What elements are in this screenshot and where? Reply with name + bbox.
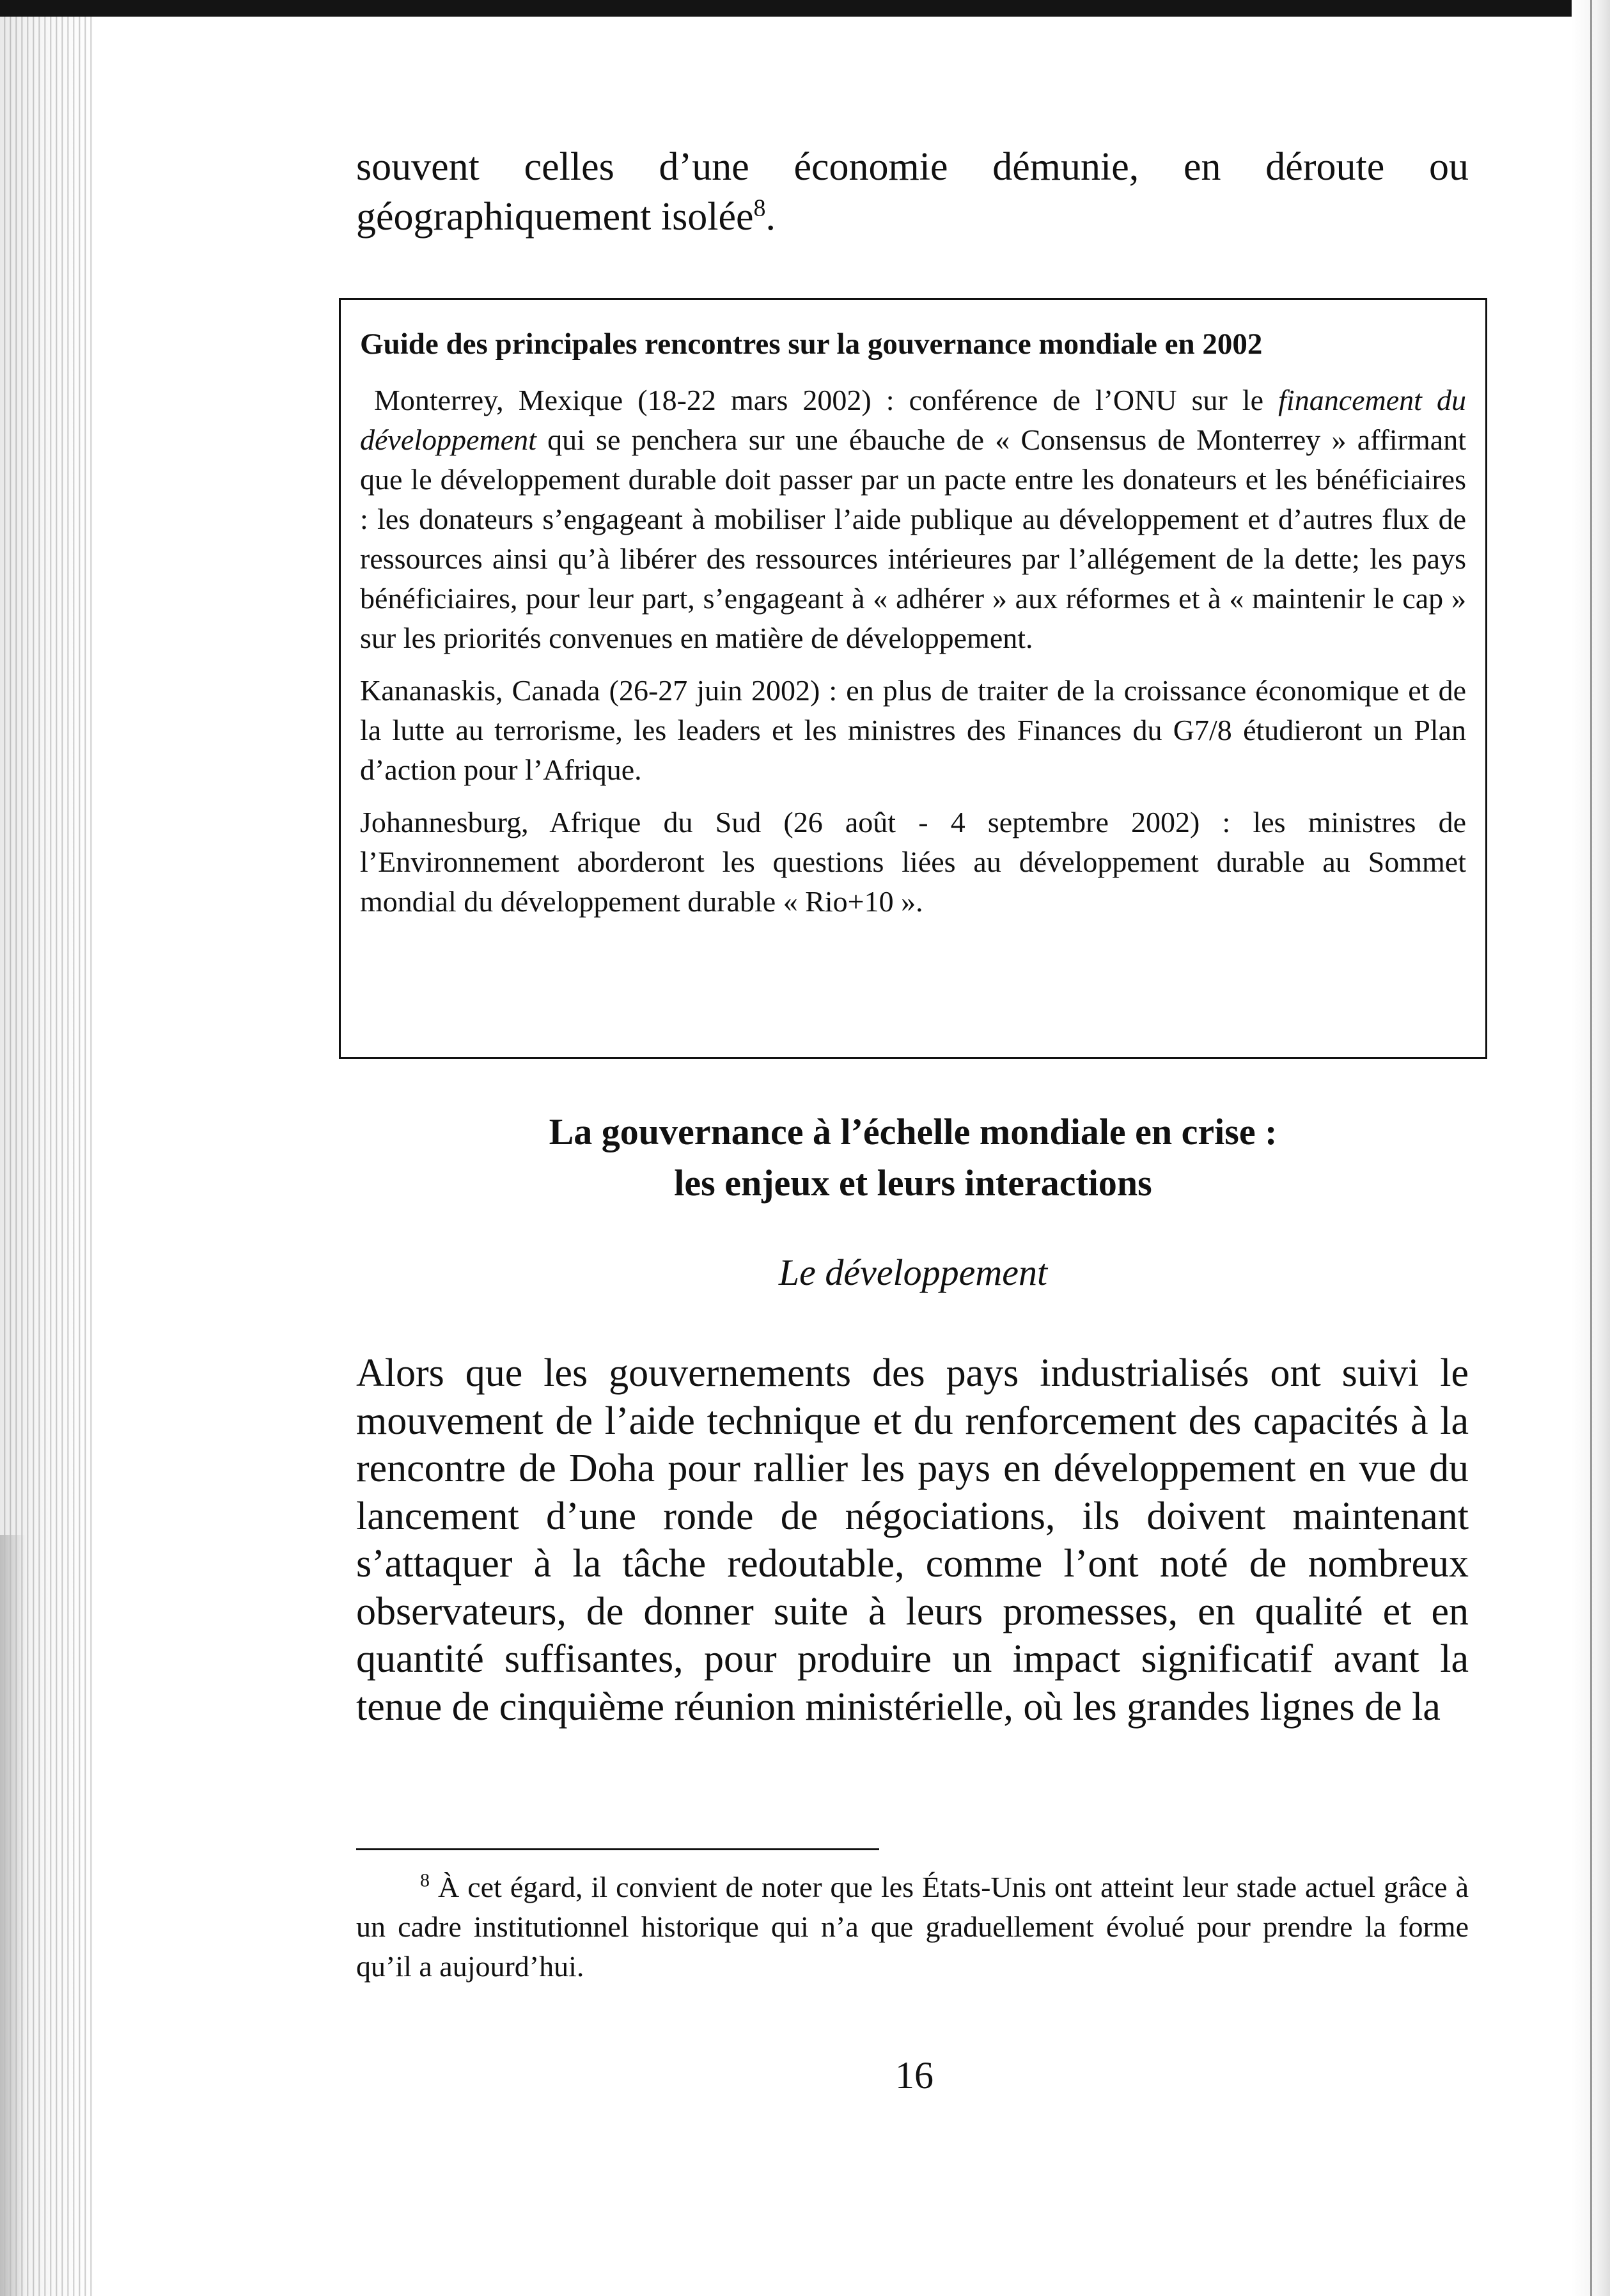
- footnote-divider: [356, 1848, 879, 1850]
- guide-entry-monterrey: [360, 381, 1466, 658]
- footnote-text: À cet égard, il convient de noter que les États-Unis ont atteint leur stade actuel grâce à un cadre institutionnel historique qui n’a que graduellement évolué pour prendre la forme qu’il a aujourd’hui.: [356, 1871, 1469, 1983]
- continued-paragraph: [356, 142, 1469, 242]
- guide-entry-kananaskis: Kananaskis, Canada (26-27 juin 2002) : en plus de traiter de la croissance économique et de la lutte au terrorisme, les leaders et les ministres des Finances du G7/8 étudieront un Plan d’action pour l’Afrique.: [360, 674, 1466, 786]
- guide-box-title: Guide des principales rencontres sur la gouvernance mondiale en 2002: [360, 327, 1263, 361]
- section-subheading: Le développement: [778, 1252, 1048, 1293]
- guide-entry-monterrey-emphasis: financement du développement: [360, 384, 1466, 456]
- footnote-reference: 8: [753, 194, 766, 222]
- page-number: 16: [895, 2054, 934, 2096]
- section-heading: [339, 1106, 1487, 1209]
- continued-paragraph-text: souvent celles d’une économie démunie, en déroute ou géographiquement isolée: [356, 145, 1469, 239]
- footnote-marker: 8: [420, 1869, 430, 1891]
- guide-entry-johannesburg: Johannesburg, Afrique du Sud (26 août - 4 septembre 2002) : les ministres de l’Environnement aborderont les questions liées au développement durable au Sommet mondial du développement durable « Rio+10 ».: [360, 806, 1466, 918]
- continued-paragraph-end: .: [765, 195, 776, 239]
- guide-entry-monterrey-rest: qui se penchera sur une ébauche de « Consensus de Monterrey » affirmant que le développement durable doit passer par un pacte entre les donateurs et les bénéficiaires : les donateurs s’engageant à mobiliser l’aide publique au développement et d’autres flux de ressources ainsi qu’à libérer des ressources intérieures par l’allégement de la dette; les pays bénéficiaires, pour leur part, s’engageant à « adhérer » aux réformes et à « maintenir le cap » sur les priorités convenues en matière de développement.: [360, 423, 1466, 654]
- section-heading-line-2: les enjeux et leurs interactions: [674, 1162, 1152, 1204]
- guide-entry-monterrey-text: Monterrey, Mexique (18-22 mars 2002) : conférence de l’ONU sur le: [374, 384, 1279, 416]
- footnote: [356, 1867, 1469, 1986]
- section-heading-line-1: La gouvernance à l’échelle mondiale en crise :: [549, 1111, 1278, 1152]
- body-paragraph: Alors que les gouvernements des pays industrialisés ont suivi le mouvement de l’aide technique et du renforcement des capacités à la rencontre de Doha pour rallier les pays en développement en vue du lancement d’une ronde de négociations, ils doivent maintenant s’attaquer à la tâche redoutable, comme l’ont noté de nombreux observateurs, de donner suite à leurs promesses, en qualité et en quantité suffisantes, pour produire un impact significatif avant la tenue de cinquième réunion ministérielle, où les grandes lignes de la: [356, 1351, 1469, 1729]
- meetings-guide-box: [339, 298, 1487, 1059]
